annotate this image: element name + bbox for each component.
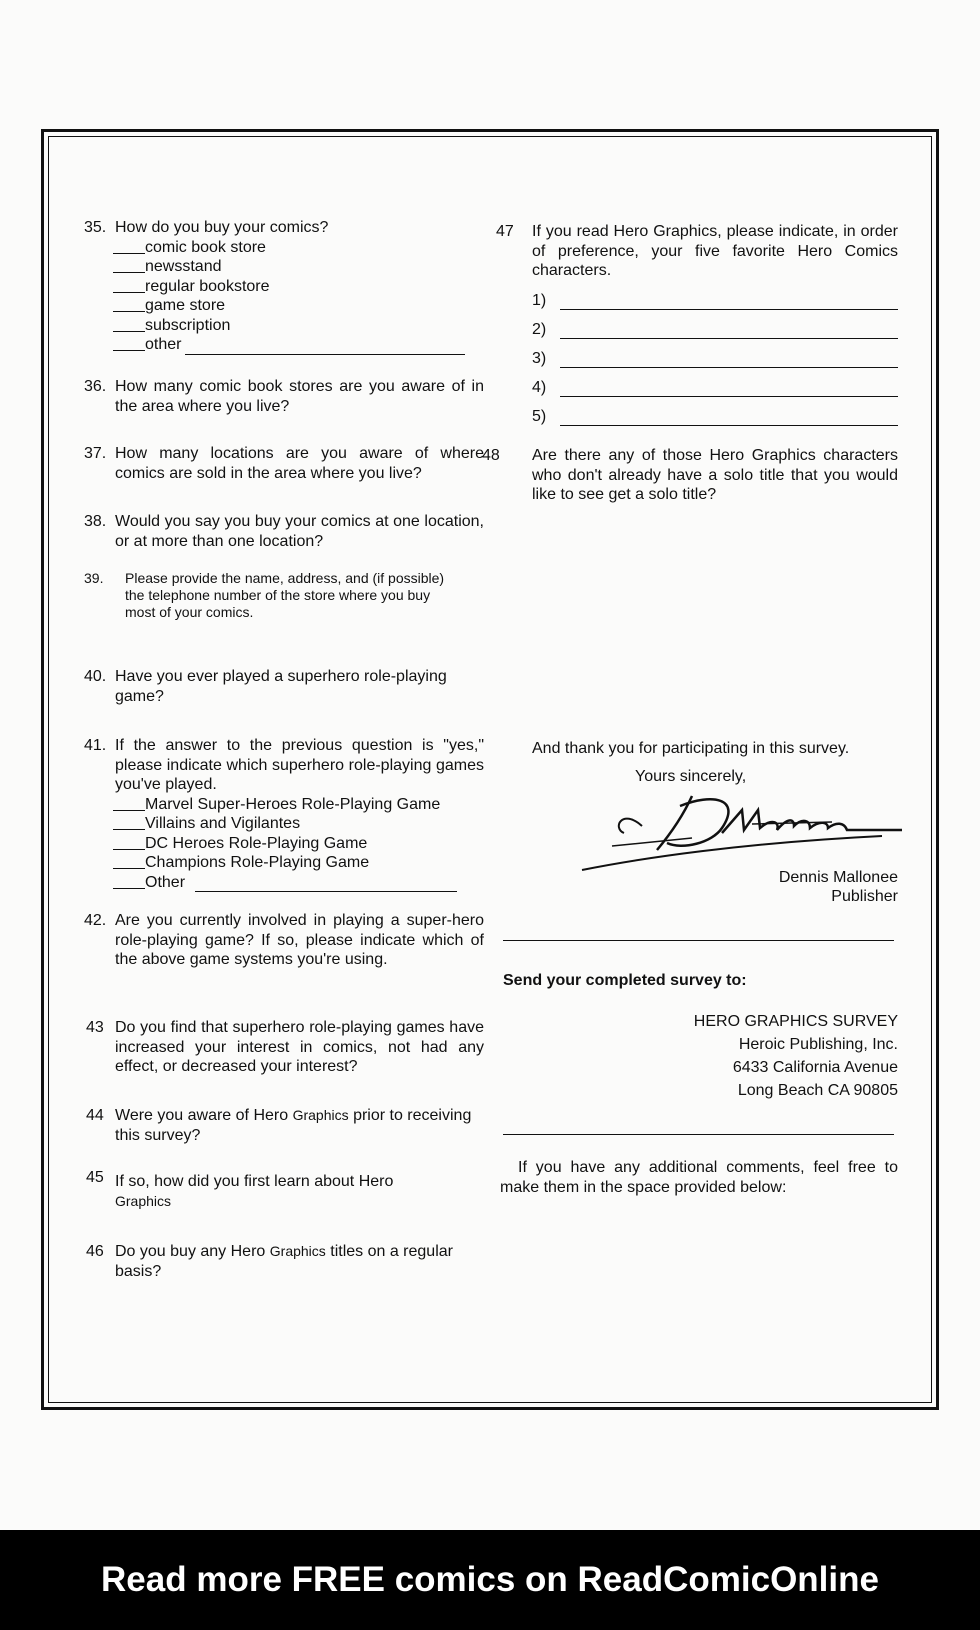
divider xyxy=(503,940,894,941)
slot-label: 1) xyxy=(532,292,547,309)
question-40 xyxy=(84,667,484,706)
favorite-slot-4[interactable] xyxy=(532,379,898,399)
divider xyxy=(503,1134,894,1135)
question-46 xyxy=(86,1242,484,1281)
question-38 xyxy=(84,512,484,551)
question-text: Would you say you buy your comics at one location, or at more than one location? xyxy=(115,513,484,550)
question-text: How many locations are you aware of where comics are sold in the area where you live? xyxy=(115,445,484,482)
question-number: 39. xyxy=(84,570,104,586)
comments-space[interactable] xyxy=(500,1210,898,1390)
question-35 xyxy=(84,218,484,355)
question-39 xyxy=(84,570,464,621)
question-45 xyxy=(86,1169,484,1211)
question-text: Do you buy any Hero xyxy=(115,1243,266,1260)
option-other-game[interactable]: Other xyxy=(113,873,484,893)
question-number: 42. xyxy=(84,912,107,929)
promo-banner-text: Read more FREE comics on ReadComicOnline xyxy=(101,1560,879,1599)
question-text: How many comic book stores are you aware of in the area where you live? xyxy=(115,378,484,415)
question-text: If you read Hero Graphics, please indicate, in order of preference, your five favorite Hero Comics characters. xyxy=(532,223,898,279)
question-text: prior to receiving this survey? xyxy=(115,1107,472,1144)
slot-label: 2) xyxy=(532,321,547,338)
option-newsstand[interactable]: newsstand xyxy=(113,257,484,277)
question-42 xyxy=(84,911,484,970)
question-text: Please provide the name, address, and (if possible) the telephone number of the store where you buy most of your comics. xyxy=(125,570,445,620)
question-text: Are you currently involved in playing a super-hero role-playing game? If so, please indicate which of the above game systems you're using. xyxy=(115,912,484,968)
question-41 xyxy=(84,736,484,892)
question-number: 41. xyxy=(84,737,107,754)
question-number: 37. xyxy=(84,445,107,462)
question-number: 35. xyxy=(84,219,107,236)
signature xyxy=(572,788,917,878)
question-text: Were you aware of Hero xyxy=(115,1107,289,1124)
option-dc-heroes[interactable]: DC Heroes Role-Playing Game xyxy=(113,834,484,854)
question-48 xyxy=(482,446,898,505)
comments-prompt: If you have any additional comments, feel free to make them in the space provided below: xyxy=(500,1159,898,1196)
thanks-text: And thank you for participating in this survey. xyxy=(532,740,850,757)
option-regular-bookstore[interactable]: regular bookstore xyxy=(113,277,484,297)
option-subscription[interactable]: subscription xyxy=(113,316,484,336)
question-number: 47 xyxy=(496,223,514,240)
question-number: 45 xyxy=(86,1169,104,1186)
question-text: Have you ever played a superhero role-playing game? xyxy=(115,668,447,705)
option-comic-book-store[interactable]: comic book store xyxy=(113,238,484,258)
question-text-brand: Graphics xyxy=(115,1192,172,1209)
option-marvel-super-heroes[interactable]: Marvel Super-Heroes Role-Playing Game xyxy=(113,795,484,815)
option-champions[interactable]: Champions Role-Playing Game xyxy=(113,853,484,873)
question-text: Are there any of those Hero Graphics characters who don't already have a solo title that you would like to see get a solo title? xyxy=(532,447,898,503)
question-number: 40. xyxy=(84,668,107,685)
favorite-slot-2[interactable] xyxy=(532,321,898,341)
slot-label: 5) xyxy=(532,408,547,425)
option-game-store[interactable]: game store xyxy=(113,296,484,316)
question-number: 48 xyxy=(482,447,500,464)
question-47 xyxy=(496,222,898,281)
favorite-slot-3[interactable] xyxy=(532,350,898,370)
question-text: How do you buy your comics? xyxy=(115,219,329,236)
question-43 xyxy=(86,1018,484,1077)
question-44 xyxy=(86,1106,484,1145)
question-text-brand: Graphics xyxy=(292,1107,349,1123)
mailing-heading: Send your completed survey to: xyxy=(503,972,747,989)
option-villains-and-vigilantes[interactable]: Villains and Vigilantes xyxy=(113,814,484,834)
mailing-address-line-3: 6433 California Avenue xyxy=(732,1059,898,1076)
favorite-slot-5[interactable] xyxy=(532,408,898,428)
question-text: Do you find that superhero role-playing games have increased your interest in comics, not had any effect, or decreased your interest? xyxy=(115,1019,484,1075)
slot-label: 3) xyxy=(532,350,547,367)
mailing-address-line-2: Heroic Publishing, Inc. xyxy=(738,1036,898,1053)
question-text: If so, how did you first learn about Hero xyxy=(115,1173,394,1190)
favorite-slot-1[interactable] xyxy=(532,292,898,312)
question-text-brand: Graphics xyxy=(269,1243,326,1259)
signatory-role: Publisher xyxy=(831,888,898,905)
slot-label: 4) xyxy=(532,379,547,396)
question-number: 36. xyxy=(84,378,107,395)
question-number: 43 xyxy=(86,1019,104,1036)
question-number: 46 xyxy=(86,1243,104,1260)
salutation: Yours sincerely, xyxy=(635,768,747,785)
mailing-address-line-4: Long Beach CA 90805 xyxy=(737,1082,898,1099)
question-number: 38. xyxy=(84,513,107,530)
promo-banner[interactable] xyxy=(0,1530,980,1630)
question-37 xyxy=(84,444,484,483)
question-36 xyxy=(84,377,484,416)
signatory-name: Dennis Mallonee xyxy=(778,869,898,886)
question-text: If the answer to the previous question is "yes," please indicate which superhero role-playing games you've played. xyxy=(115,737,484,793)
mailing-address-line-1: HERO GRAPHICS SURVEY xyxy=(693,1013,898,1030)
question-text: titles on a regular basis? xyxy=(115,1243,453,1280)
option-other[interactable]: other xyxy=(113,335,484,355)
question-number: 44 xyxy=(86,1107,104,1124)
